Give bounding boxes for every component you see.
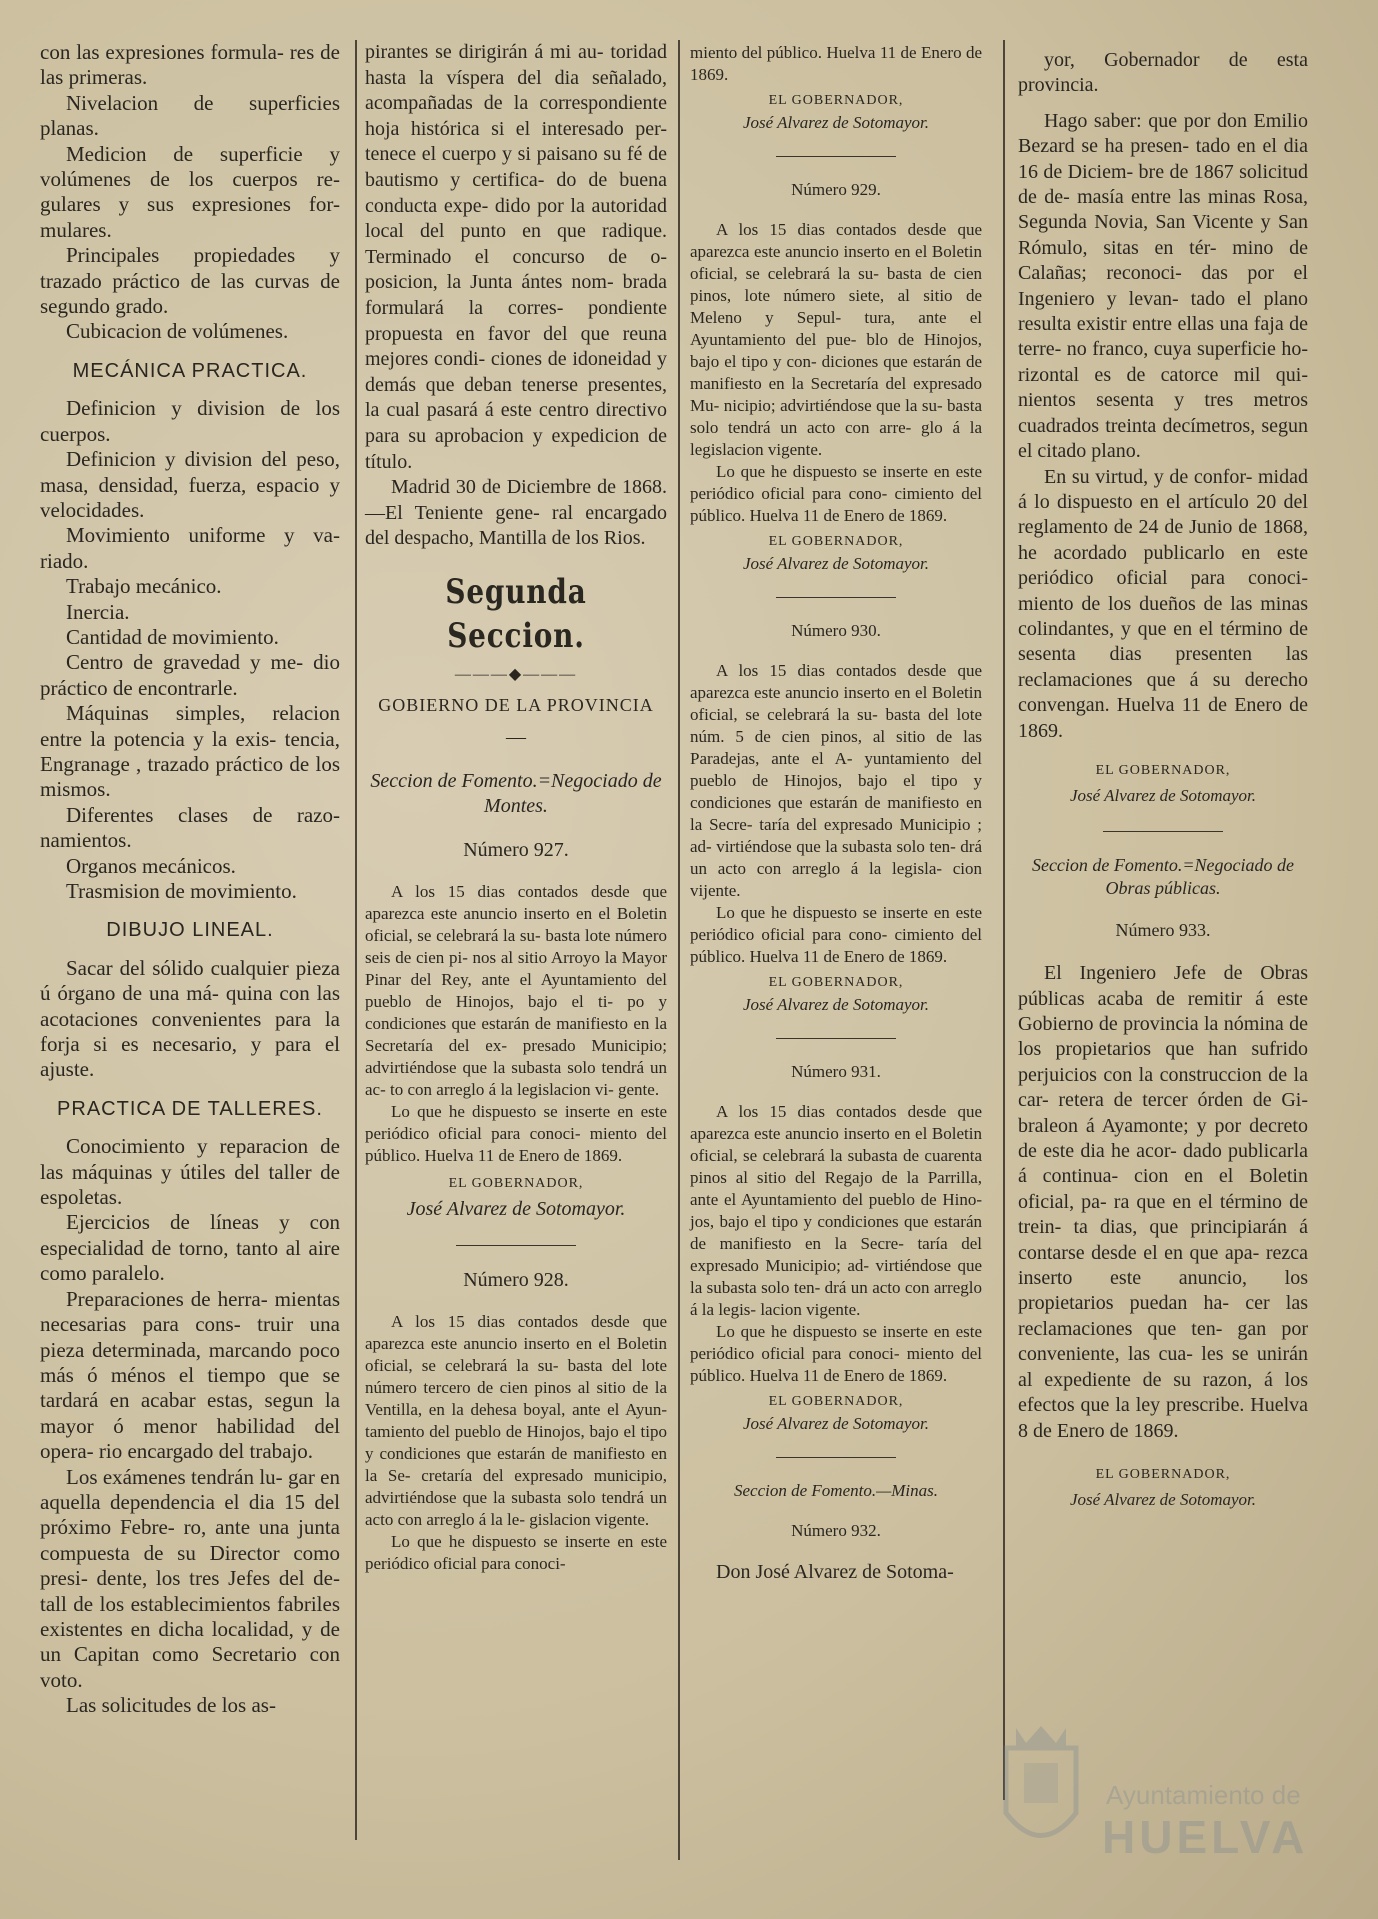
paragraph: A los 15 dias contados desde que aparezca este anuncio inserto en el Boletin oficial, se celebrará la su- basta del lote núm. 5 de cien pinos, al sitio de las Paradejas, ante el A- yuntamiento del pueblo de Hinojos, bajo el tipo y condiciones que estarán de manifiesto en la Secre- taría del expresado Municipio ; ad- virtiéndose que la subasta solo ten- drá un acto con arreglo á la legisla- cion vijente. — [690, 661, 982, 900]
paragraph: Los exámenes tendrán lu- gar en aquella dependencia el dia 15 del próximo Febre- ro, ante una junta compuesta de su Director como presi- dente, los tres Jefes del de- tall de los establecimientos fabriles existentes en dicha localidad, y de un Capitan como Secretario con voto. — [40, 1464, 340, 1692]
governor-signature: José Alvarez de Sotomayor. — [1069, 786, 1257, 806]
paragraph: yor, Gobernador de esta provincia. — [1018, 49, 1308, 97]
column-rule — [678, 40, 680, 1860]
paragraph: Conocimiento y reparacion de las máquinas y útiles del taller de espoletas. — [40, 1134, 340, 1210]
section-title: Segunda Seccion. — [445, 571, 587, 656]
separator — [776, 1038, 896, 1039]
separator — [776, 597, 896, 598]
paragraph: Trasmision de movimiento. — [66, 879, 297, 903]
paragraph: Máquinas simples, relacion entre la potencia y la exis- tencia, Engranage , trazado práctico de los mismos. — [40, 701, 340, 802]
column-4 — [1018, 48, 1308, 1513]
notice-number: Número 931. — [791, 1062, 881, 1081]
governor-title: EL GOBERNADOR, — [768, 975, 904, 990]
paragraph: Definicion y division del peso, masa, densidad, fuerza, espacio y velocidades. — [40, 447, 340, 522]
column-rule — [355, 40, 357, 1840]
governor-title: EL GOBERNADOR, — [448, 1176, 584, 1192]
column-rule — [1003, 40, 1005, 1800]
watermark-text: Ayuntamiento de — [1106, 1780, 1301, 1810]
notice-number: Número 933. — [1115, 919, 1211, 940]
coat-of-arms-icon — [986, 1718, 1096, 1868]
paragraph: Cantidad de movimiento. — [66, 624, 279, 649]
paragraph: Lo que he dispuesto se inserte en este periódico oficial para conoci- miento del público. Huelva 11 de Enero de 1869. — [690, 1322, 982, 1385]
governor-title: EL GOBERNADOR, — [1095, 762, 1231, 778]
watermark-text: HUELVA — [1102, 1811, 1309, 1863]
column-3 — [690, 42, 982, 1585]
paragraph: Organos mecánicos. — [66, 853, 236, 878]
paragraph: Centro de gravedad y me- dio práctico de encontrarle. — [40, 650, 340, 700]
paragraph: Medicion de superficie y volúmenes de los cuerpos re- gulares y sus expresiones for- mulares. — [40, 141, 340, 242]
paragraph: miento del público. Huelva 11 de Enero de 1869. — [690, 43, 982, 84]
governor-signature: José Alvarez de Sotomayor. — [742, 1414, 930, 1433]
paragraph: pirantes se dirigirán á mi au- toridad hasta la víspera del dia señalado, acompañadas de la correspondiente hoja histórica si el interesado per- tenece el cuerpo y si paisano su fé de bautismo y certifica- do de buena conducta expe- dido por la autoridad local del punto en que radique. Terminado el concurso de o- posicion, la Junta ántes nom- brada formulará la corres- pondiente propuesta en favor del que reuna mejores condi- ciones de idoneidad y demás que deban tenerse presentes, la cual pasará á este centro directivo para su aprobacion y expedicion de título. — [365, 41, 667, 473]
column-1 — [40, 40, 340, 1719]
paragraph: A los 15 dias contados desde que aparezca este anuncio inserto en el Boletin oficial, se celebrará la su- basta lote número seis de cien pi- nos al sitio Arroyo la Mayor Pinar del Rey, ante el Ayuntamiento del pueblo de Hinojos, bajo el ti- po y condiciones que estarán de manifiesto en la Secretaría del ex- presado Municipio; advirtiéndose que la subasta solo tendrá un ac- to con arreglo á la legislacion vi- gente. — [365, 882, 667, 1100]
separator — [456, 1245, 576, 1246]
separator — [776, 1457, 896, 1458]
paragraph: con las expresiones formula- res de las primeras. — [40, 40, 340, 90]
section-heading: MECÁNICA PRACTICA. — [72, 359, 308, 382]
dash-divider: — — [506, 726, 526, 749]
governor-signature: José Alvarez de Sotomayor. — [1069, 1490, 1257, 1510]
governor-signature: José Alvarez de Sotomayor. — [406, 1198, 626, 1221]
separator — [1103, 831, 1223, 832]
paragraph: A los 15 dias contados desde que aparezca este anuncio inserto en el Boletin oficial, se celebrará la su- basta del lote número tercero de cien pinos al sitio de la Ventilla, en la dehesa boyal, ante el Ayun- tamiento del pueblo de Hinojos, bajo el tipo y condiciones que estarán de manifiesto en la Se- cretaría del expresado municipio, advirtiéndose que la subasta solo tendrá un acto con arreglo á la le- gislacion vigente. — [365, 1312, 667, 1530]
paragraph: Lo que he dispuesto se inserte en este periódico oficial para cono- cimiento del público. Huelva 11 de Enero de 1869. — [690, 903, 982, 966]
governor-title: EL GOBERNADOR, — [768, 534, 904, 549]
paragraph: Madrid 30 de Diciembre de 1868.—El Teniente gene- ral encargado del despacho, Mantilla de los Rios. — [365, 476, 667, 550]
paragraph: Don José Alvarez de Sotoma- — [716, 1561, 954, 1583]
government-heading: GOBIERNO DE LA PROVINCIA — [378, 695, 654, 716]
paragraph: Definicion y division de los cuerpos. — [40, 396, 340, 446]
notice-number: Número 932. — [791, 1521, 881, 1540]
notice-number: Número 927. — [463, 838, 569, 861]
section-subheading: Seccion de Fomento.=Negociado de Montes. — [370, 769, 662, 818]
paragraph: A los 15 dias contados desde que aparezca este anuncio inserto en el Boletin oficial, se celebrará la subasta de cuarenta pinos al sitio del Regajo de la Parrilla, ante el Ayuntamiento del pueblo de Hino- jos, bajo el tipo y condiciones que estarán de manifiesto en la Secre- taría del expresado Municipio; ad- virtiéndose que la subasta solo ten- drá un acto con arreglo á la legis- lacion vigente. — [690, 1102, 982, 1319]
paragraph: En su virtud, y de confor- midad á lo dispuesto en el artículo 20 del reglamento de 24 de Junio de 1868, he acordado publicarlo en este periódico oficial para conoci- miento de los dueños de las minas colindantes, y que en el término de sesenta dias presenten las reclamaciones que á su derecho convengan. Huelva 11 de Enero de 1869. — [1018, 465, 1308, 742]
paragraph: Trabajo mecánico. — [66, 574, 222, 599]
governor-signature: José Alvarez de Sotomayor. — [742, 995, 930, 1014]
paragraph: Nivelacion de superficies planas. — [40, 90, 340, 141]
paragraph: Hago saber: que por don Emilio Bezard se ha presen- tado en el dia 16 de Diciem- bre de 1867 solicitud de de- masía entre las minas Rosa, Segunda Novia, San Vicente y San Rómulo, sitas en tér- mino de Calañas; reconoci- das por el Ingeniero y levan- tado el plano resulta existir entre ellas una faja de terre- no franco, cuya superficie ho- rizontal es de catorce mil qui- nientos sesenta y tres metros cuadrados treinta decímetros, segun el citado plano. — [1018, 109, 1308, 463]
paragraph: El Ingeniero Jefe de Obras públicas acaba de remitir á este Gobierno de provincia la nómina de los propietarios que han sufrido perjuicios con la construccion de la car- retera de tercer órden de Gi- braleon á Ayamonte; y por decreto de este dia he acor- dado publicarla á continua- cion en el Boletin oficial, pa- ra que en el término de trein- ta dias, que principiarán á contarse desde el en que apa- rezca inserto este anuncio, los propietarios puedan ha- cer las reclamaciones que ten- gan por conveniente, las cua- les se unirán al expediente de su razon, á los efectos que la ley prescribe. Huelva 8 de Enero de 1869. — [1018, 962, 1308, 1442]
ayuntamiento-watermark — [986, 1718, 1309, 1868]
governor-title: EL GOBERNADOR, — [768, 93, 904, 108]
paragraph: Cubicacion de volúmenes. — [66, 319, 289, 344]
paragraph: Lo que he dispuesto se inserte en este periódico oficial para conoci- miento del público. Huelva 11 de Enero de 1869. — [365, 1102, 667, 1166]
column-2 — [365, 40, 667, 1575]
notice-number: Número 928. — [463, 1268, 569, 1291]
paragraph: Principales propiedades y trazado práctico de las curvas de segundo grado. — [40, 243, 340, 319]
governor-title: EL GOBERNADOR, — [768, 1394, 904, 1409]
paragraph: Lo que he dispuesto se inserte en este periódico oficial para conoci- — [365, 1532, 667, 1574]
paragraph: Preparaciones de herra- mientas necesarias para cons- truir una pieza determinada, marcando poco más ó ménos el tiempo que se tardará en acabar estas, segun la mayor ó menor habilidad del opera- rio encargado del trabajo. — [40, 1286, 340, 1464]
section-subheading: Seccion de Fomento.—Minas. — [734, 1481, 938, 1500]
paragraph: Diferentes clases de razo- namientos. — [40, 802, 340, 853]
paragraph: Inercia. — [66, 599, 130, 624]
paragraph: Ejercicios de líneas y con especialidad de torno, tanto al aire como paralelo. — [40, 1210, 340, 1286]
governor-title: EL GOBERNADOR, — [1095, 1466, 1231, 1482]
governor-signature: José Alvarez de Sotomayor. — [742, 554, 930, 573]
section-heading: DIBUJO LINEAL. — [106, 919, 274, 942]
paragraph: Movimiento uniforme y va- riado. — [40, 523, 340, 573]
paragraph: A los 15 dias contados desde que aparezca este anuncio inserto en el Boletin oficial, se celebrará la su- basta de cien pinos, lote número siete, al sitio de Meleno y Sepul- tura, ante el Ayuntamiento del pue- blo de Hinojos, bajo el tipo y con- diciones que estarán de manifiesto en la Secretaría del expresado Mu- nicipio; advirtiéndose que la su- basta solo tendrá un acto con arre- glo á la legislacion vigente. — [690, 220, 982, 459]
section-heading: PRACTICA DE TALLERES. — [57, 1097, 323, 1120]
notice-number: Número 930. — [791, 621, 881, 640]
section-subheading: Seccion de Fomento.=Negociado de Obras públicas. — [1031, 854, 1295, 898]
governor-signature: José Alvarez de Sotomayor. — [742, 113, 930, 132]
paragraph: Sacar del sólido cualquier pieza ú órgano de una má- quina con las acotaciones convenientes para la forja si es necesario, y para el ajuste. — [40, 955, 340, 1082]
separator — [776, 156, 896, 157]
notice-number: Número 929. — [791, 180, 881, 199]
paragraph: Las solicitudes de los as- — [66, 1693, 276, 1718]
paragraph: Lo que he dispuesto se inserte en este periódico oficial para cono- cimiento del público. Huelva 11 de Enero de 1869. — [690, 462, 982, 525]
ornament-divider: ———◆——— — [454, 665, 578, 683]
